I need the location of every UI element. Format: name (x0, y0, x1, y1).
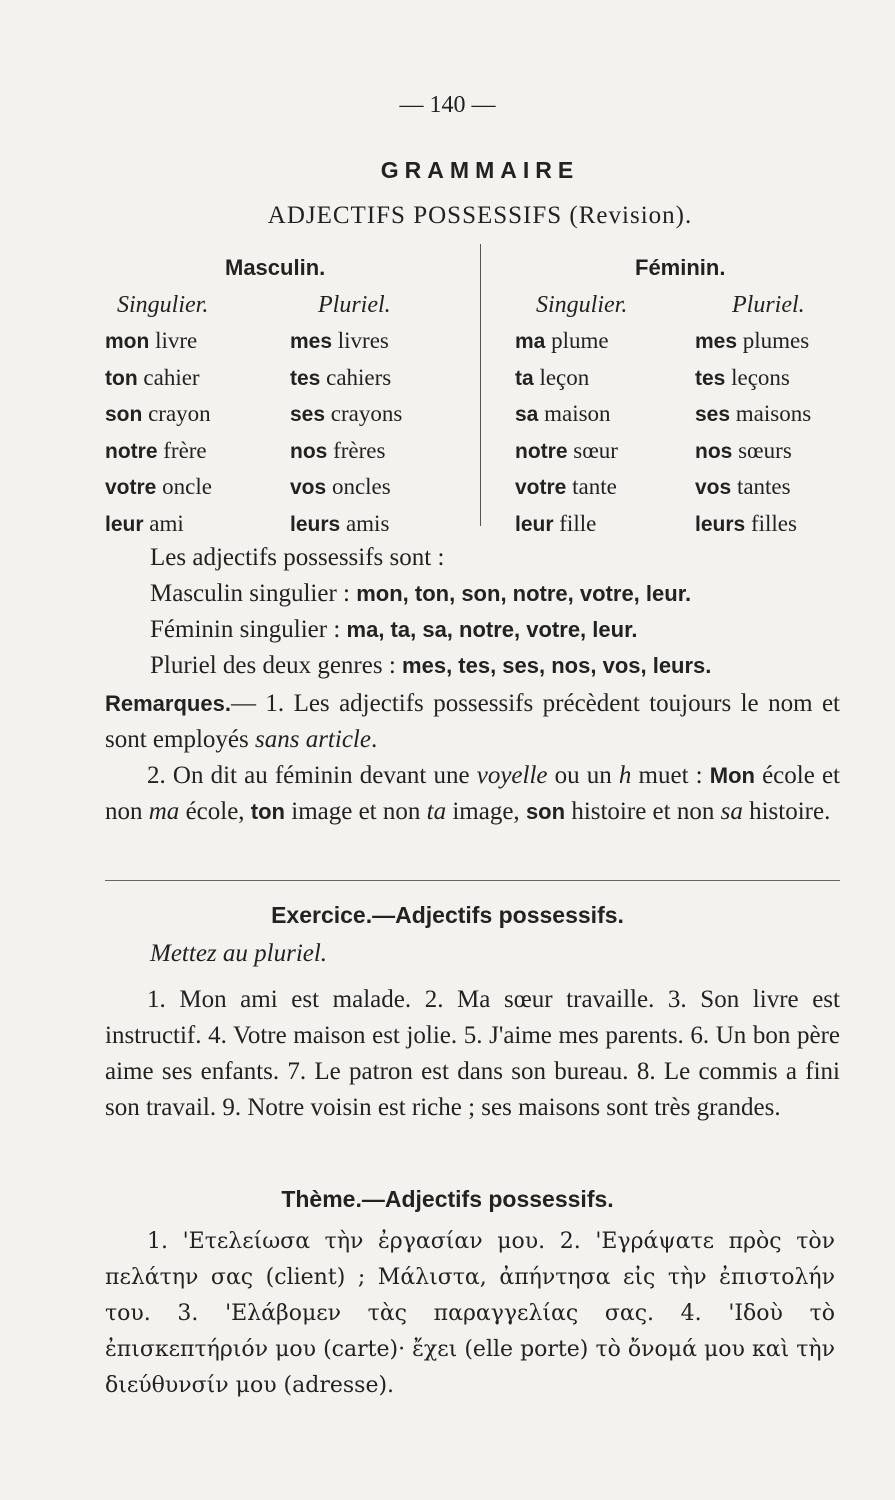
possessive-adjective: ta (515, 366, 534, 390)
possessive-adjective: vos (290, 476, 327, 500)
fem-plural-column (695, 323, 811, 543)
masc-singular-row (105, 433, 212, 470)
noun: plumes (737, 328, 810, 353)
possessive-adjective: son (105, 403, 143, 427)
masc-singular-row (105, 506, 212, 543)
noun: fille (553, 510, 597, 536)
possessive-adjective: leurs (290, 512, 341, 536)
noun: livre (149, 328, 198, 353)
possessive-adjective: votre (105, 476, 157, 500)
masc-plural-row (290, 396, 402, 433)
noun: maison (538, 401, 611, 427)
fem-singular-row (515, 469, 618, 506)
noun: frères (327, 437, 386, 463)
possessive-adjective: leur (105, 512, 144, 536)
possessive-adjective: leurs (695, 512, 746, 536)
masc-singular-row (105, 323, 212, 360)
fem-singular-row (515, 433, 618, 470)
section-divider (105, 880, 840, 881)
noun: cahier (137, 364, 200, 390)
theme-text: 1. 'Ετελείωσα τὴν ἐργασίαν μου. 2. 'Εγράψατε πρὸς τὸν πελάτην σας (client) ; Μάλιστα, ἀπήντησα εἰς τὴν ἐπιστολήν του. 3. 'Ελάβομεν τὰς παραγγελίας σας. 4. 'Ιδοὺ τὸ ἐπισκεπτήριόν μου (carte)· ἔχει (elle porte) τὸ ὄνομά μου καὶ τὴν διεύθυνσίν μου (adresse). (105, 1229, 835, 1398)
noun: crayons (325, 401, 403, 427)
masc-singular-row (105, 396, 212, 433)
section-subtitle: ADJECTIFS POSSESSIFS (Revision). (267, 202, 693, 229)
fem-plural-row (695, 433, 811, 470)
possessive-adjective: mes (695, 330, 738, 353)
remark-2-text: 2. On dit au féminin devant une (147, 762, 477, 789)
possessive-adjective: tes (695, 366, 726, 390)
remark-1-end: . (370, 726, 378, 753)
possessive-adjective: vos (695, 476, 732, 500)
remark-1-text: — 1. Les adjectifs possessifs précèdent toujours le nom et sont employés (105, 690, 840, 753)
masc-singular-column (105, 323, 212, 543)
example-1-end: école, (179, 798, 251, 825)
remarks-label: Remarques. (105, 691, 231, 716)
summary-plur-list: mes, tes, ses, nos, vos, leurs. (402, 653, 712, 678)
example-2-end: image, (446, 798, 526, 825)
possessive-adjective: ma (515, 330, 546, 353)
noun: amis (340, 510, 390, 536)
example-3-end: histoire. (742, 798, 831, 825)
example-2-text: image et non (285, 798, 427, 825)
page-number: — 140 — (399, 92, 496, 118)
remark-2-ou: ou un (547, 762, 619, 789)
noun: sœurs (732, 437, 792, 463)
fem-singular-row (515, 396, 618, 433)
page-title: GRAMMAIRE (380, 157, 580, 183)
possessive-adjective: nos (290, 439, 328, 463)
noun: crayon (142, 401, 211, 427)
summary-fem-list: ma, ta, sa, notre, votre, leur. (346, 617, 638, 642)
possessive-adjective: leur (515, 512, 554, 536)
fem-plural-row (695, 360, 811, 397)
example-1-text: école et non (105, 762, 840, 825)
example-3-text: histoire et non (565, 798, 721, 825)
masc-plural-label: Pluriel. (318, 292, 391, 318)
example-2-bold: ton (250, 799, 285, 824)
masc-singular-label: Singulier. (117, 292, 209, 318)
noun: tantes (731, 474, 791, 500)
noun: leçon (533, 364, 590, 390)
possessive-adjective: nos (695, 439, 733, 463)
possessive-adjective: mes (290, 330, 333, 353)
possessive-adjective: votre (515, 476, 567, 500)
possessive-adjective: tes (290, 366, 321, 390)
remark-1 (105, 686, 840, 758)
noun: tante (566, 474, 617, 500)
remark-2 (105, 758, 840, 830)
exercise-text: 1. Mon ami est malade. 2. Ma sœur travaille. 3. Son livre est instructif. 4. Votre maison est jolie. 5. J'aime mes parents. 6. Un bon père aime ses enfants. 7. Le patron est dans son bureau. 8. Le commis a fini son travail. 9. Notre voisin est riche ; ses maisons sont très grandes. (105, 986, 840, 1121)
summary-masc-label: Masculin singulier : (150, 580, 350, 607)
example-2-emphasis: ta (426, 798, 447, 825)
column-divider (480, 244, 481, 526)
fem-plural-row (695, 396, 811, 433)
exercise-title: Exercice.—Adjectifs possessifs. (271, 902, 624, 928)
possessive-adjective: ses (290, 403, 326, 427)
noun: frère (157, 437, 207, 463)
theme-title: Thème.—Adjectifs possessifs. (281, 1186, 614, 1212)
masc-plural-row (290, 469, 402, 506)
fem-singular-row (515, 323, 618, 360)
example-1-bold: Mon (709, 763, 755, 788)
summary-masculin (150, 580, 691, 608)
example-3-bold: son (525, 799, 566, 824)
example-3-emphasis: sa (720, 798, 743, 825)
masc-singular-row (105, 469, 212, 506)
noun: cahiers (320, 364, 392, 390)
remark-2-muet: muet : (631, 762, 703, 789)
possessive-adjective: notre (105, 439, 158, 463)
example-1-emphasis: ma (148, 798, 180, 825)
noun: maisons (730, 401, 812, 427)
remark-2-h: h (618, 762, 632, 789)
summary-masc-list: mon, ton, son, notre, votre, leur. (356, 581, 692, 606)
feminin-header: Féminin. (635, 255, 726, 280)
noun: filles (745, 510, 797, 536)
masc-plural-column (290, 323, 402, 543)
summary-intro: Les adjectifs possessifs sont : (150, 544, 445, 571)
remark-2-voyelle: voyelle (476, 762, 548, 789)
fem-singular-row (515, 360, 618, 397)
fem-singular-column (515, 323, 618, 543)
noun: sœur (567, 437, 618, 463)
fem-plural-row (695, 323, 811, 360)
possessive-adjective: ton (105, 366, 138, 390)
summary-pluriel (150, 652, 711, 680)
fem-plural-row (695, 506, 811, 543)
masc-plural-row (290, 506, 402, 543)
noun: oncle (156, 474, 212, 500)
possessive-adjective: notre (515, 439, 568, 463)
masculin-header: Masculin. (225, 255, 326, 280)
fem-singular-label: Singulier. (536, 292, 628, 318)
masc-plural-row (290, 323, 402, 360)
summary-fem-label: Féminin singulier : (150, 616, 341, 643)
noun: ami (143, 510, 184, 536)
noun: oncles (326, 474, 391, 500)
fem-plural-row (695, 469, 811, 506)
fem-plural-label: Pluriel. (732, 292, 805, 318)
noun: leçons (725, 364, 790, 390)
possessive-adjective: mon (105, 330, 150, 353)
possessive-adjective: sa (515, 403, 539, 427)
masc-plural-row (290, 360, 402, 397)
remark-1-emphasis: sans article (255, 726, 371, 753)
summary-feminin (150, 616, 638, 644)
exercise-instruction: Mettez au pluriel. (150, 940, 328, 967)
summary-plur-label: Pluriel des deux genres : (150, 652, 396, 679)
noun: livres (332, 328, 389, 353)
masc-plural-row (290, 433, 402, 470)
possessive-adjective: ses (695, 403, 731, 427)
noun: plume (545, 328, 609, 353)
fem-singular-row (515, 506, 618, 543)
masc-singular-row (105, 360, 212, 397)
